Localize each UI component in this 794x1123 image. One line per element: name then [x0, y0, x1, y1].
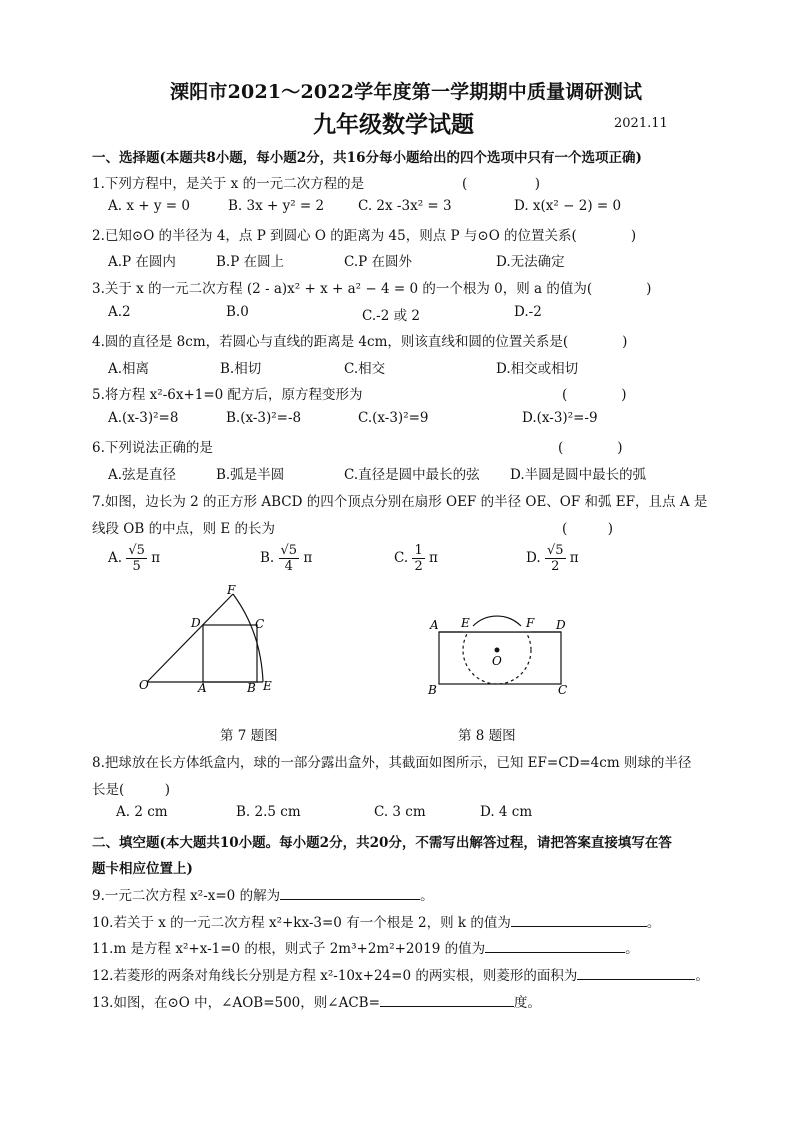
q5-option-c: C.(x-3)²=9	[358, 410, 429, 426]
q7-option-d-denominator: 2	[551, 559, 560, 574]
q7-option-c-numerator: 1	[414, 543, 423, 558]
q11-text: 11.m 是方程 x²+x-1=0 的根，则式子 2m³+2m²+2019 的值为	[92, 941, 486, 957]
q11-answer-blank[interactable]	[485, 938, 625, 953]
q7-option-b-pi: π	[303, 550, 313, 566]
q7-option-a-numerator: √5	[128, 543, 145, 558]
section1-heading: 一、选择题(本题共8小题，每小题2分，共16分每小题给出的四个选项中只有一个选项正确)	[92, 150, 642, 166]
q1-paren: ( )	[462, 176, 541, 192]
fig7-label-A: A	[198, 681, 207, 695]
q7-option-a-pi: π	[151, 550, 161, 566]
q10-text: 10.若关于 x 的一元二次方程 x²+kx-3=0 有一个根是 2，则 k 的值为	[92, 915, 511, 931]
q12-text: 12.若菱形的两条对角线长分别是方程 x²-10x+24=0 的两实根，则菱形的面积为	[92, 968, 578, 984]
fig8-center-dot	[495, 648, 500, 653]
q2-option-b: B.P 在圆上	[216, 254, 285, 270]
q7-stem-line1: 7.如图，边长为 2 的正方形 ABCD 的四个顶点分别在扇形 OEF 的半径 OE、OF 和弧 EF，且点 A 是	[92, 494, 708, 510]
fig8-label-O: O	[492, 654, 502, 668]
q1-option-d: D. x(x² − 2) = 0	[514, 198, 622, 214]
q10-line	[92, 911, 660, 931]
q7-option-b-label: B.	[260, 550, 275, 566]
q10-end: 。	[646, 915, 661, 931]
q7-stem-line2: 线段 OB 的中点，则 E 的长为	[92, 521, 276, 537]
fig8-arc-mask	[463, 612, 531, 632]
fig7-label-F: F	[227, 583, 236, 597]
q9-answer-blank[interactable]	[280, 885, 420, 900]
fig8-label-B: B	[428, 683, 437, 697]
q7-option-c-fraction	[412, 543, 424, 574]
q1-option-b: B. 3x + y² = 2	[228, 198, 325, 214]
q5-option-b: B.(x-3)²=-8	[226, 410, 302, 426]
q6-stem: 6.下列说法正确的是	[92, 440, 213, 456]
q12-end: 。	[695, 968, 709, 984]
q7-option-b-denominator: 4	[284, 559, 293, 574]
q4-stem: 4.圆的直径是 8cm，若圆心与直线的距离是 4cm，则该直线和圆的位置关系是( )	[92, 334, 628, 350]
exam-date: 2021.11	[614, 116, 668, 131]
q2-stem: 2.已知⊙O 的半径为 4，点 P 到圆心 O 的距离为 45，则点 P 与⊙O 的位置关系( )	[92, 228, 637, 244]
q8-stem-line1: 8.把球放在长方体纸盒内，球的一部分露出盒外，其截面如图所示，已知 EF=CD=4cm 则球的半径	[92, 755, 692, 771]
q5-option-a: A.(x-3)²=8	[108, 410, 179, 426]
q4-option-a: A.相离	[108, 361, 150, 377]
fig7-square-ABCD	[203, 625, 257, 682]
q8-option-d: D. 4 cm	[480, 804, 533, 820]
q11-end: 。	[625, 941, 639, 957]
q1-option-a: A. x + y = 0	[108, 198, 190, 214]
q2-option-c: C.P 在圆外	[344, 254, 413, 270]
q8-option-a: A. 2 cm	[116, 804, 168, 820]
section2-heading-line2: 题卡相应位置上)	[92, 861, 193, 877]
q4-option-d: D.相交或相切	[496, 361, 579, 377]
q8-stem-line2: 长是( )	[92, 782, 171, 798]
exam-title: 溧阳市2021～2022学年度第一学期期中质量调研测试	[170, 81, 643, 103]
fig7-label-E: E	[263, 679, 272, 693]
q6-option-b: B.弧是半圆	[216, 467, 285, 483]
section2-heading-line1: 二、填空题(本大题共10小题。每小题2分，共20分，不需写出解答过程，请把答案直接填写在答	[92, 835, 672, 851]
fig7-label-O: O	[139, 678, 149, 692]
q5-option-d: D.(x-3)²=-9	[522, 410, 598, 426]
fig7-label-B: B	[247, 681, 256, 695]
fig8-label-A: A	[430, 618, 439, 632]
q7-paren: ( )	[562, 521, 614, 537]
figure7-diagram	[135, 582, 285, 697]
q4-option-b: B.相切	[220, 361, 262, 377]
q3-stem: 3.关于 x 的一元二次方程 (2 - a)x² + x + a² − 4 = 0 的一个根为 0，则 a 的值为( )	[92, 281, 652, 297]
q8-option-c: C. 3 cm	[374, 804, 426, 820]
fig7-label-D: D	[191, 616, 201, 630]
q13-answer-blank[interactable]	[380, 992, 514, 1007]
q3-option-c: C.-2 或 2	[362, 308, 420, 324]
q1-stem: 1.下列方程中，是关于 x 的一元二次方程的是	[92, 176, 365, 192]
q10-answer-blank[interactable]	[511, 912, 647, 927]
q7-option-a-denominator: 5	[132, 559, 141, 574]
q13-line	[92, 991, 541, 1011]
figure8-caption: 第 8 题图	[458, 728, 516, 744]
figure8-diagram	[425, 612, 575, 700]
fig8-label-F: F	[526, 616, 535, 630]
q9-end: 。	[420, 888, 434, 904]
q4-option-c: C.相交	[344, 361, 386, 377]
q5-stem: 5.将方程 x²-6x+1=0 配方后，原方程变形为	[92, 387, 363, 403]
q13-text: 13.如图，在⊙O 中，∠AOB=500，则∠ACB=	[92, 995, 380, 1011]
q1-option-c: C. 2x -3x² = 3	[358, 198, 452, 214]
q7-option-c-denominator: 2	[414, 559, 423, 574]
exam-subtitle: 九年级数学试题	[313, 111, 474, 138]
q7-option-b-fraction	[279, 543, 300, 574]
q6-paren: ( )	[558, 440, 623, 456]
q5-paren: ( )	[562, 387, 627, 403]
q11-line	[92, 937, 639, 957]
q6-option-a: A.弦是直径	[108, 467, 177, 483]
fig8-label-E: E	[461, 616, 470, 630]
q3-option-d: D.-2	[514, 304, 542, 320]
q2-option-d: D.无法确定	[496, 254, 565, 270]
figure7-caption: 第 7 题图	[220, 728, 278, 744]
q7-option-a-fraction	[126, 543, 147, 574]
q7-option-b-numerator: √5	[280, 543, 298, 558]
q7-option-a	[108, 543, 160, 574]
q12-answer-blank[interactable]	[577, 965, 695, 980]
q13-end: 度。	[513, 995, 541, 1011]
q7-option-a-label: A.	[108, 550, 123, 566]
q7-option-d	[526, 543, 579, 574]
q7-option-c-label: C.	[394, 550, 409, 566]
fig8-label-C: C	[558, 683, 568, 697]
q6-option-d: D.半圆是圆中最长的弧	[510, 467, 647, 483]
q9-text: 9.一元二次方程 x²-x=0 的解为	[92, 888, 281, 904]
q3-option-b: B.0	[226, 304, 249, 320]
q7-option-d-label: D.	[526, 550, 541, 566]
q2-option-a: A.P 在圆内	[108, 254, 176, 270]
q9-line	[92, 884, 434, 904]
q8-option-b: B. 2.5 cm	[236, 804, 301, 820]
fig7-segment-OF	[147, 594, 233, 682]
q7-option-d-pi: π	[569, 550, 579, 566]
q7-option-d-fraction	[545, 543, 566, 574]
q12-line	[92, 964, 709, 984]
fig7-arc-EF	[233, 594, 263, 682]
fig7-label-C: C	[255, 617, 265, 631]
q7-option-d-numerator: √5	[546, 543, 564, 558]
q7-option-c-pi: π	[429, 550, 438, 566]
fig8-label-D: D	[556, 618, 566, 632]
q6-option-c: C.直径是圆中最长的弦	[344, 467, 480, 483]
q3-option-a: A.2	[108, 304, 131, 320]
q7-option-c	[394, 543, 438, 574]
q7-option-b	[260, 543, 312, 574]
